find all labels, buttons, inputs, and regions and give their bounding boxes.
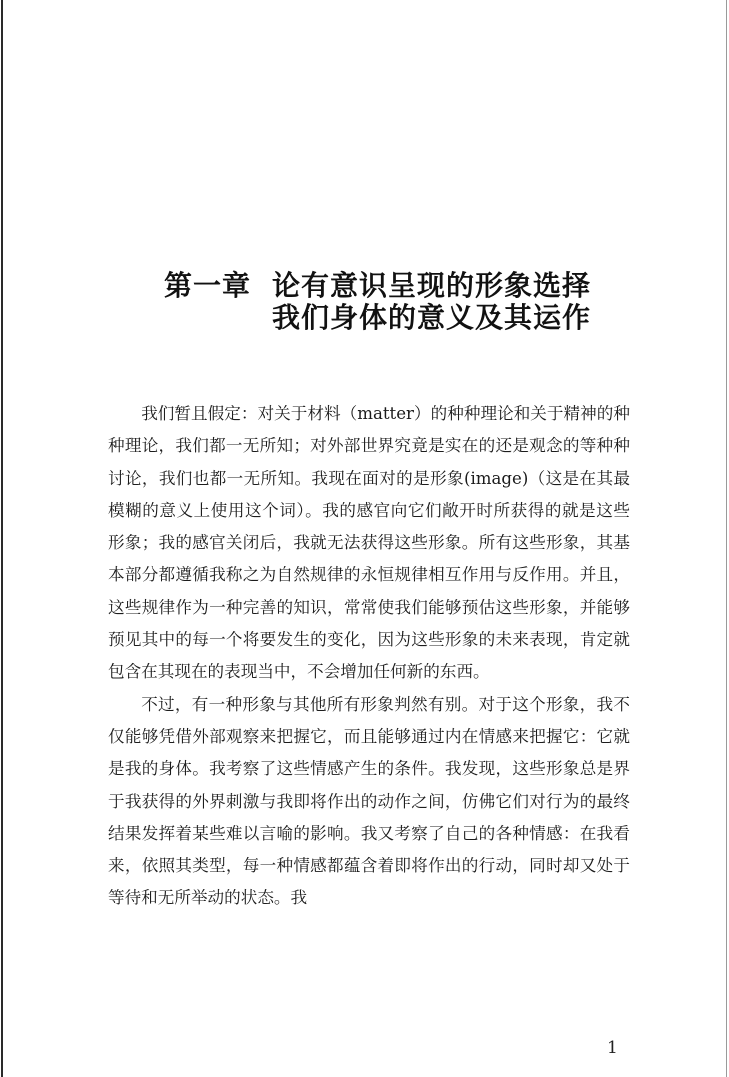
chapter-title-line2: 我们身体的意义及其运作 — [272, 301, 592, 334]
paragraph-1: 我们暂且假定：对关于材料（matter）的种种理论和关于精神的种种理论，我们都一无所知；对外部世界究竟是实在的还是观念的等种种讨论，我们也都一无所知。我现在面对的是形象(image)（这是在其最模糊的意义上使用这个词）。我的感官向它们敞开时所获得的就是这些形象；我的感官关闭后，我就无法获得这些形象。所有这些形象，其基本部分都遵循我称之为自然规律的永恒规律相互作用与反作用。并且，这些规律作为一种完善的知识，常常使我们能够预估这些形象，并能够预见其中的每一个将要发生的变化，因为这些形象的未来表现，肯定就包含在其现在的表现当中，不会增加任何新的东西。 — [108, 404, 630, 682]
page-left-edge — [1, 0, 3, 1077]
paragraph-2: 不过，有一种形象与其他所有形象判然有别。对于这个形象，我不仅能够凭借外部观察来把握它，而且能够通过内在情感来把握它：它就是我的身体。我考察了这些情感产生的条件。我发现，这些形象总是界于我获得的外界刺激与我即将作出的动作之间，仿佛它们对行为的最终结果发挥着某些难以言喻的影响。我又考察了自己的各种情感：在我看来，依照其类型，每一种情感都蕴含着即将作出的行动，同时却又处于等待和无所举动的状态。我 — [108, 694, 630, 908]
chapter-title-line1: 论有意识呈现的形象选择 — [272, 269, 592, 302]
page-number: 1 — [607, 1038, 618, 1058]
body-text — [108, 398, 630, 915]
page-right-edge — [726, 0, 727, 1077]
chapter-number: 第一章 — [164, 269, 252, 302]
